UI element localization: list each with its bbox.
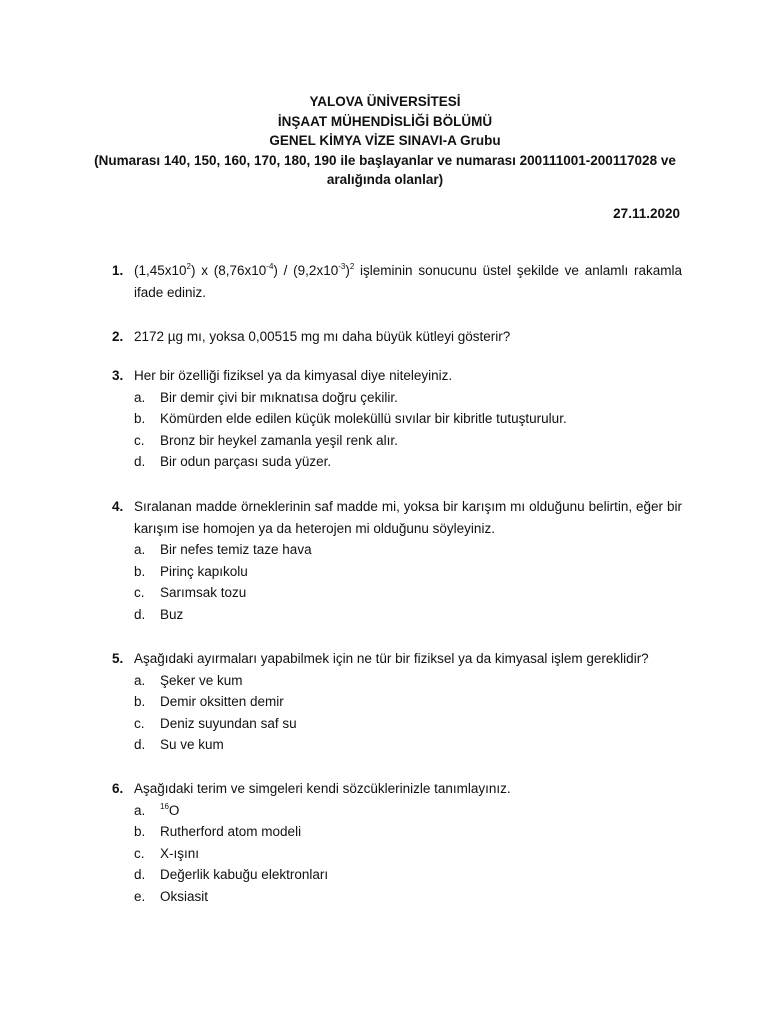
option-text: X-ışını: [160, 845, 200, 861]
exam-title: GENEL KİMYA VİZE SINAVI-A Grubu: [269, 133, 501, 148]
option-item: [134, 734, 682, 756]
option-text: Bir demir çivi bir mıknatısa doğru çekilir.: [160, 389, 398, 405]
exponent: 2: [186, 262, 191, 271]
question-number: 3.: [112, 368, 124, 383]
option-item: [134, 713, 682, 735]
option-list: [134, 539, 682, 625]
question-1: [112, 260, 682, 303]
university-name: YALOVA ÜNİVERSİTESİ: [309, 94, 461, 109]
option-item: [134, 561, 682, 583]
question-number: 5.: [112, 651, 124, 666]
question-text: [134, 260, 682, 303]
option-item: [134, 387, 682, 409]
exam-header: [80, 92, 690, 190]
question-text: Aşağıdaki terim ve simgeleri kendi sözcüklerinizle tanımlayınız.: [134, 781, 511, 796]
option-text: Sarımsak tozu: [160, 585, 247, 600]
option-text: O: [168, 802, 180, 818]
option-letter: a.: [134, 802, 146, 818]
question-number: 4.: [112, 499, 124, 514]
option-item: [134, 821, 682, 843]
question-text: Her bir özelliği fiziksel ya da kimyasal diye niteleyiniz.: [134, 368, 453, 383]
option-text: Kömürden elde edilen küçük moleküllü sıvılar bir kibritle tutuşturulur.: [160, 411, 567, 426]
question-number: 2.: [112, 329, 124, 344]
option-letter: a.: [134, 389, 146, 405]
option-letter: b.: [134, 824, 146, 839]
option-text: Rutherford atom modeli: [160, 824, 302, 839]
expr-part: (1,45x10: [134, 263, 187, 278]
expr-part: işleminin sonucunu üstel şekilde ve anlamlı rakamla ifade ediniz.: [134, 263, 682, 300]
option-item: [134, 539, 682, 561]
option-letter: a.: [134, 542, 146, 557]
expr-part: ): [345, 263, 350, 278]
option-item: [134, 430, 682, 452]
option-item: [134, 670, 682, 692]
option-text: Buz: [160, 606, 184, 622]
exponent: -3: [338, 262, 346, 271]
option-letter: b.: [134, 411, 146, 426]
mass-number: 16: [160, 801, 169, 811]
option-list: [134, 670, 682, 756]
option-letter: d.: [134, 737, 146, 752]
option-text: Demir oksitten demir: [160, 694, 284, 709]
option-list: [134, 387, 682, 473]
option-letter: d.: [134, 867, 146, 882]
option-letter: c.: [134, 585, 145, 600]
option-item: [134, 582, 682, 604]
question-2: [112, 326, 682, 348]
option-letter: c.: [134, 432, 145, 448]
question-4: [112, 496, 682, 625]
option-text: Oksiasit: [160, 888, 209, 904]
question-number: 6.: [112, 781, 124, 796]
option-list: [134, 800, 682, 908]
option-text: Bronz bir heykel zamanla yeşil renk alır.: [160, 432, 398, 448]
option-text: Deniz suyundan saf su: [160, 715, 297, 731]
option-item: [134, 691, 682, 713]
option-text: Şeker ve kum: [160, 672, 243, 688]
option-item: [134, 604, 682, 626]
option-letter: d.: [134, 454, 146, 469]
question-6: [112, 778, 682, 907]
question-text: Sıralanan madde örneklerinin saf madde mi, yoksa bir karışım mı olduğunu belirtin, eğer bir karışım ise homojen ya da heterojen mi olduğunu söyleyiniz.: [134, 499, 682, 536]
option-letter: d.: [134, 606, 146, 622]
option-text: Bir nefes temiz taze hava: [160, 542, 312, 557]
department-name: İNŞAAT MÜHENDİSLİĞİ BÖLÜMÜ: [277, 113, 493, 129]
question-3: [112, 365, 682, 473]
option-letter: c.: [134, 715, 145, 731]
option-text: Su ve kum: [160, 737, 224, 752]
option-letter: a.: [134, 672, 146, 688]
question-text: Aşağıdaki ayırmaları yapabilmek için ne tür bir fiziksel ya da kimyasal işlem gereklidir?: [134, 651, 649, 666]
option-item: [134, 800, 682, 822]
exam-scope-note: (Numarası 140, 150, 160, 170, 180, 190 ile başlayanlar ve numarası 200111001-200117028 ve aralığında olanlar): [94, 152, 676, 187]
option-item: [134, 864, 682, 886]
expr-part: ) x (8,76x10: [191, 263, 267, 278]
option-item: [134, 886, 682, 908]
option-item: [134, 451, 682, 473]
option-item: [134, 408, 682, 430]
exponent: 2: [349, 262, 355, 271]
exponent: -4: [266, 262, 274, 271]
option-letter: b.: [134, 694, 146, 709]
question-5: [112, 648, 682, 756]
option-letter: e.: [134, 888, 146, 904]
expr-part: ) / (9,2x10: [273, 263, 339, 278]
question-text: 2172 µg mı, yoksa 0,00515 mg mı daha büyük kütleyi gösterir?: [134, 329, 511, 344]
option-item: [134, 843, 682, 865]
option-text: Bir odun parçası suda yüzer.: [160, 454, 332, 469]
option-letter: b.: [134, 563, 146, 579]
exam-date: 27.11.2020: [613, 206, 680, 221]
option-text: Pirinç kapıkolu: [160, 563, 248, 579]
option-text: Değerlik kabuğu elektronları: [160, 867, 329, 882]
question-number: 1.: [112, 263, 124, 278]
option-letter: c.: [134, 845, 145, 861]
